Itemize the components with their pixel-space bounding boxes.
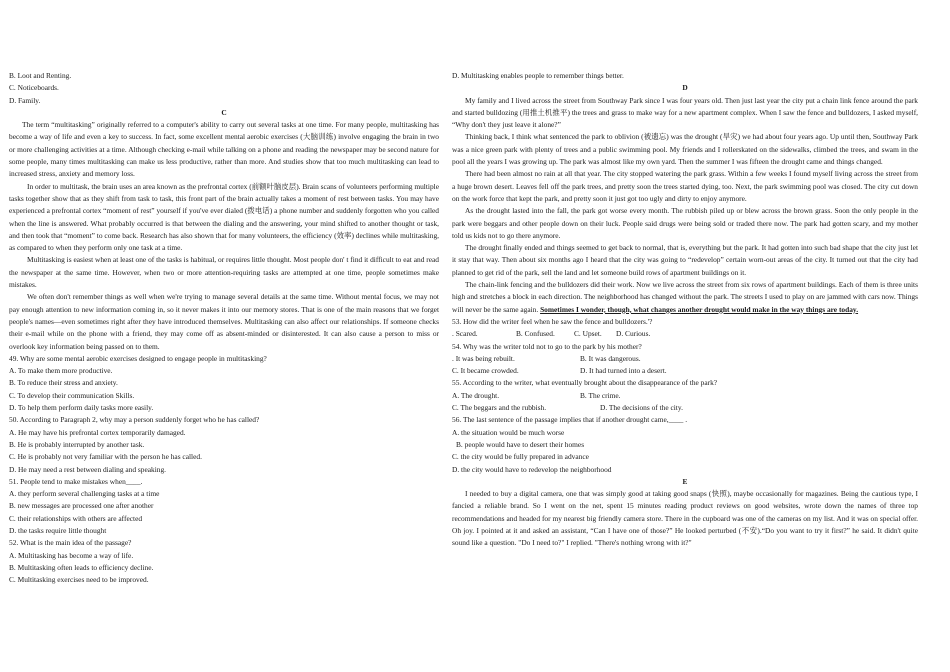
question-52-option-d: D. Multitasking enables people to remember things better. <box>452 71 624 80</box>
question-53-option-c: C. Upset. <box>574 329 602 339</box>
question-56-option-a: A. the situation would be much worse <box>452 427 565 437</box>
passage-e-paragraph-1: I needed to buy a digital camera, one that was simply good at taking good snaps (快照), maybe occasionally for magazines. Being the cautious type, I fancied a reliable brand. So I went on the net, spent 15 minutes reading product reviews on good websites, wrote down the names of three top recommendations and headed for my nearest big friendly camera store. There in the cupboard was one of the cameras on my list. And it was on special offer. Oh joy. I pointed at it and asked an assistant, “Can I have one of those?” He looked perturbed (不安).“Do you want to try it first?” he said. It didn't quite sound like a question. "Do I need to?" I replied. "There's nothing wrong with it?" <box>452 489 918 548</box>
question-50-option-a: A. He may have his prefrontal cortex temporarily damaged. <box>9 427 186 437</box>
question-53-option-a: . Scared. <box>452 329 478 339</box>
question-55-option-a: A. The drought. <box>452 390 500 400</box>
question-52: 52. What is the main idea of the passage? <box>9 538 132 548</box>
question-56: 56. The last sentence of the passage implies that if another drought came,____ . <box>452 415 688 425</box>
question-51: 51. People tend to make mistakes when____. <box>9 476 143 486</box>
question-52-option-a: A. Multitasking has become a way of life. <box>9 550 134 560</box>
passage-d-paragraph-1: My family and I lived across the street from Southway Park since I was four years old. Then just last year the city put a chain link fence around the park and started bulldozing (用推土机推平) the trees and grass to make way for a new apartment complex. When I saw the fence and bulldozers, I asked myself, “Why don't they just leave it alone?” <box>452 95 918 130</box>
question-50-option-b: B. He is probably interrupted by another task. <box>9 439 145 449</box>
question-54-option-b: B. It was dangerous. <box>580 353 641 363</box>
question-56-option-d: D. the city would have to redevelop the neighborhood <box>452 464 612 474</box>
section-heading-e: E <box>682 476 688 486</box>
right-column <box>452 70 918 550</box>
question-55: 55. According to the writer, what eventually brought about the disappearance of the park? <box>452 378 718 388</box>
question-54-options-row-1 <box>452 353 918 365</box>
passage-d-paragraph-5: The drought finally ended and things seemed to get back to normal, that is, everything but the park. It had gotten into such bad shape that the city just let it stay that way. Then about six months ago I heard that the city was going to “redevelop” certain worn-out areas of the city. It turned out that the city had planned to get rid of the park, sell the land and let someone build rows of apartment buildings on it. <box>452 243 918 277</box>
section-heading-d: D <box>682 83 688 93</box>
paragraph-6-text: The chain-link fencing and the bulldozers did their work. Now we live across the street from six rows of apartment buildings. Each of them is three units high and stretches a block in each direction. The neighborhood has changed without the park. The streets I used to play on are jammed with cars now. Things will never be the same again. <box>452 280 918 314</box>
question-49-option-d: D. To help them perform daily tasks more easily. <box>9 403 154 413</box>
question-49-option-c: C. To develop their communication Skills. <box>9 390 135 400</box>
option-d-family: D. Family. <box>9 95 41 105</box>
passage-c-paragraph-3: Multitasking is easiest when at least one of the tasks is habitual, or requires little thought. Most people don' t find it difficult to eat and read the newspaper at the same time. However, when two or more attention-requiring tasks are attempted at one time, people sometimes make mistakes. <box>9 255 439 290</box>
question-50-option-c: C. He is probably not very familiar with the person he has called. <box>9 452 202 462</box>
question-56-option-c: C. the city would be fully prepared in advance <box>452 452 589 462</box>
question-54: 54. Why was the writer told not to go to the park by his mother? <box>452 341 642 351</box>
question-54-option-a: . It was being rebuilt. <box>452 353 515 363</box>
question-54-options-row-2 <box>452 365 918 377</box>
question-51-option-b: B. new messages are processed one after another <box>9 501 154 511</box>
question-51-option-a: A. they perform several challenging tasks at a time <box>9 489 160 499</box>
question-53-option-b: B. Confused. <box>516 329 555 339</box>
question-53: 53. How did the writer feel when he saw the fence and bulldozers.'? <box>452 316 653 326</box>
question-52-option-b: B. Multitasking often leads to efficiency decline. <box>9 562 154 572</box>
question-55-option-c: C. The beggars and the rubbish. <box>452 403 547 413</box>
question-51-option-c: C. their relationships with others are affected <box>9 513 143 523</box>
question-50: 50. According to Paragraph 2, why may a person suddenly forget who he has called? <box>9 415 260 425</box>
question-55-options-row-1 <box>452 390 918 402</box>
question-54-option-c: C. It became crowded. <box>452 366 519 376</box>
option-b-loot: B. Loot and Renting. <box>9 71 72 80</box>
passage-d-paragraph-6 <box>452 279 918 316</box>
question-53-options <box>452 328 918 340</box>
question-55-options-row-2 <box>452 402 918 414</box>
passage-c-paragraph-4: We often don't remember things as well when we're trying to manage several details at the same time. Without mental focus, we may not pay enough attention to new information coming in, so it never makes it into our memory stores. That is one of the main reasons that we forget people's names—even sometimes right after they have introduced themselves. Multitasking can also affect our relationships. If someone checks their e-mail while on the phone with a friend, they may come off as absent-minded or disinterested. It can also cause a person to miss or overlook key information being passed on to them. <box>9 292 439 351</box>
question-52-option-c: C. Multitasking exercises need to be improved. <box>9 575 149 585</box>
question-56-option-b: B. people would have to desert their homes <box>456 439 585 449</box>
question-55-option-b: B. The crime. <box>580 390 621 400</box>
question-53-option-d: D. Curious. <box>616 329 651 339</box>
final-sentence: Sometimes I wonder, though, what changes another drought would make in the way things are today <box>540 304 857 314</box>
passage-d-paragraph-4: As the drought lasted into the fall, the park got worse every month. The rubbish piled up or blew across the brown grass. Soon the only people in the park were beggars and other people down on their luck. People said drugs were being sold or traded there now. The park had gotten scary, and my mother told us kids not to go there anymore. <box>452 206 918 240</box>
final-sentence-period: . <box>856 304 859 314</box>
question-50-option-d: D. He may need a rest between dialing and speaking. <box>9 464 166 474</box>
passage-c-paragraph-2: In order to multitask, the brain uses an area known as the prefrontal cortex (前额叶脑皮层). Brain scans of volunteers performing multiple tasks together show that as they shift from task to task, this front part of the brain actually takes a moment of rest between tasks. You may have experienced a prefrontal cortex “moment of rest” yourself if you've ever dialed (拨电话) a phone number and suddenly forgotten who you called when the line is answered. What probably occurred is that between the dialing and the answering, your mind shifted to another thought or task, and then took that “moment” to come back. Research has also shown that for many volunteers, the efficiency (效率) declines while multitasking, as compared to when they perform only one task at a time. <box>9 181 439 253</box>
question-51-option-d: D. the tasks require little thought <box>9 525 107 535</box>
passage-d-paragraph-3: There had been almost no rain at all that year. The city stopped watering the park grass. Within a few weeks I found myself living across the street from a huge brown desert. Leaves fell off the park trees, and pretty soon the trees started dying, too. Next, the park swimming pool was closed. The city cut down on the work force that kept the park, and pretty soon it just got too ugly and dirty to enjoy anymore. <box>452 169 918 203</box>
left-column <box>9 70 439 586</box>
question-55-option-d: D. The decisions of the city. <box>600 403 683 413</box>
question-49-option-b: B. To reduce their stress and anxiety. <box>9 378 118 388</box>
passage-c-paragraph-1: The term “multitasking” originally referred to a computer's ability to carry out several tasks at one time. For many people, multitasking has become a way of life and even a key to success. In fact, some excellent mental aerobic exercises (大脑训练) involve engaging the brain in two or more challenging activities at a time. Although checking e-mail while talking on a phone and reading the newspaper may be second nature for some people, many times multitasking can make us less productive, rather than more. And studies show that too much multitasking can lead to increased stress, anxiety and memory loss. <box>9 120 439 179</box>
question-49: 49. Why are some mental aerobic exercises designed to engage people in multitasking? <box>9 353 267 363</box>
question-49-option-a: A. To make them more productive. <box>9 366 113 376</box>
question-54-option-d: D. It had turned into a desert. <box>580 366 667 376</box>
section-heading-c: C <box>221 107 227 117</box>
option-c-noticeboards: C. Noticeboards. <box>9 83 59 93</box>
passage-d-paragraph-2: Thinking back, I think what sentenced the park to oblivion (被遗忘) was the drought (旱灾) we had about four years ago. Up until then, Southway Park was a nice green park with plenty of trees and a public swimming pool. My friends and I rollerskated on the sidewalks, climbed the trees, and swam in the pool all the years I was growing up. The park was almost like my own yard. Then the summer I was fifteen the drought came and things changed. <box>452 132 918 167</box>
